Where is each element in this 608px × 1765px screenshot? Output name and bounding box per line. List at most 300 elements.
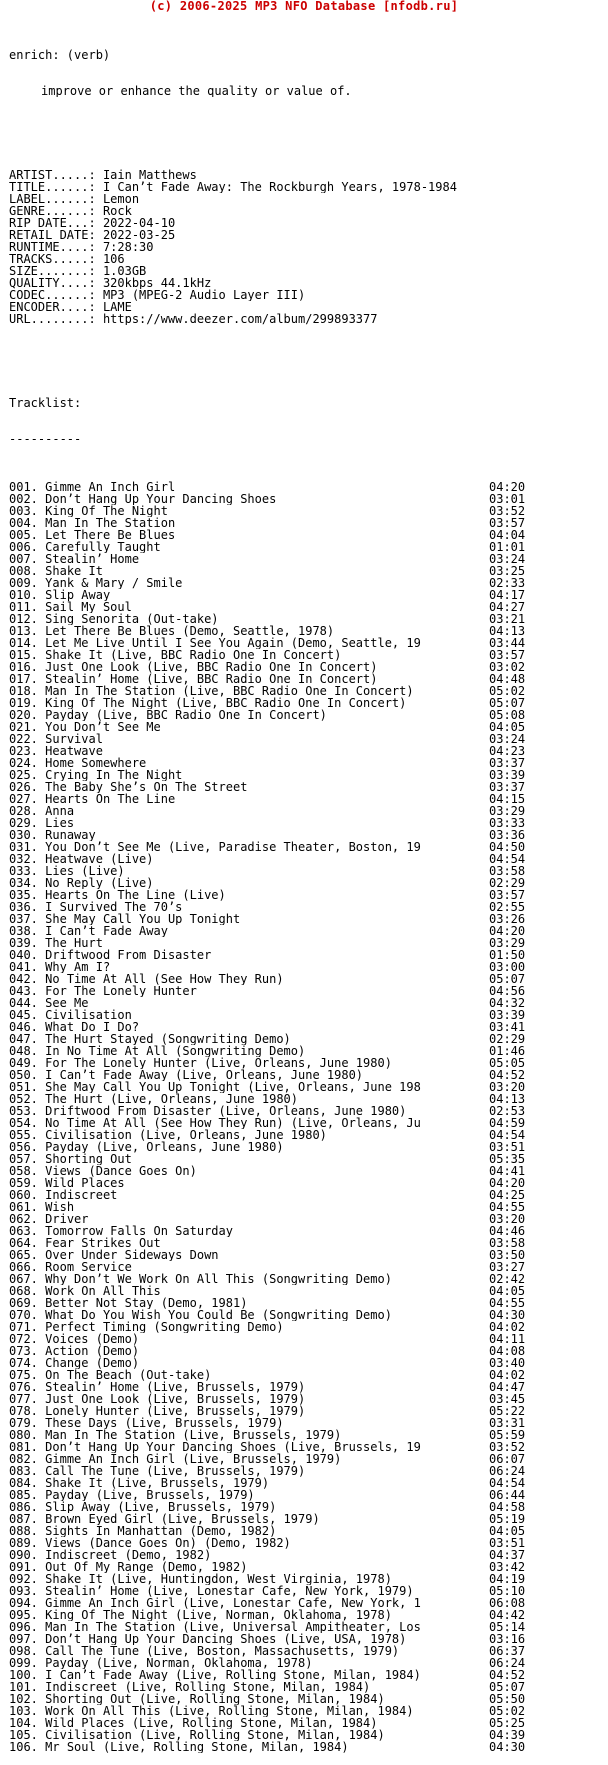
track-number: 002. [9,493,38,505]
track-duration: 03:57 [489,516,526,530]
track-title [9,793,469,805]
track-number: 027. [9,793,38,805]
track-number: 007. [9,553,38,565]
track-duration: 02:55 [489,900,526,914]
track-duration: 04:32 [489,996,526,1010]
track-name: King Of The Night (Live, Norman, Oklahoma, 1978) [45,1609,392,1621]
track-duration: 04:41 [489,1164,526,1178]
track-title [9,505,469,517]
track-duration: 04:42 [489,1608,526,1622]
track-name: Payday (Live, Norman, Oklahoma, 1978) [45,1657,313,1669]
track-name: Shake It (Live, Brussels, 1979) [45,1477,270,1489]
track-title [9,1645,469,1657]
track-number: 008. [9,565,38,577]
track-number: 026. [9,781,38,793]
track-number: 080. [9,1429,38,1441]
track-number: 037. [9,913,38,925]
track-number: 067. [9,1273,38,1285]
track-number: 055. [9,1129,38,1141]
track-title [9,649,469,661]
track-name: Indiscreet (Demo, 1982) [45,1549,212,1561]
track-number: 036. [9,901,38,913]
track-number: 085. [9,1489,38,1501]
track-title [9,1009,469,1021]
track-title [9,481,469,493]
track-duration: 04:30 [489,1740,526,1754]
track-duration: 03:52 [489,504,526,518]
track-number: 043. [9,985,38,997]
track-duration: 03:01 [489,492,526,506]
track-duration: 03:31 [489,1416,526,1430]
info-key: GENRE......: [9,205,96,217]
track-name: For The Lonely Hunter [45,985,197,997]
track-row [9,1729,604,1741]
track-duration: 04:20 [489,480,526,494]
track-name: Payday (Live, Orleans, June 1980) [45,1141,284,1153]
track-duration: 04:55 [489,1200,526,1214]
track-duration: 03:24 [489,552,526,566]
track-number: 060. [9,1189,38,1201]
track-number: 106. [9,1741,38,1753]
info-key: TITLE......: [9,181,96,193]
track-name: Views (Dance Goes On) (Demo, 1982) [45,1537,291,1549]
track-duration: 05:07 [489,1680,526,1694]
info-row [9,253,604,265]
track-number: 041. [9,961,38,973]
track-title [9,865,469,877]
track-name: See Me [45,997,89,1009]
track-name: Why Am I? [45,961,111,973]
track-title [9,529,469,541]
track-number: 025. [9,769,38,781]
track-name: The Hurt (Live, Orleans, June 1980) [45,1093,299,1105]
track-number: 084. [9,1477,38,1489]
track-duration: 05:14 [489,1620,526,1634]
info-key: RIP DATE...: [9,217,96,229]
nfo-document [9,25,604,1765]
info-key: RETAIL DATE: [9,229,96,241]
track-name: Sights In Manhattan (Demo, 1982) [45,1525,277,1537]
track-title [9,1429,469,1441]
track-number: 083. [9,1465,38,1477]
track-duration: 03:41 [489,1020,526,1034]
track-name: Just One Look (Live, Brussels, 1979) [45,1393,306,1405]
track-duration: 06:24 [489,1656,526,1670]
track-duration: 05:08 [489,708,526,722]
track-name: Stealin’ Home (Live, Lonestar Cafe, New York, 1979) [45,1585,414,1597]
track-number: 070. [9,1309,38,1321]
track-number: 047. [9,1033,38,1045]
info-row [9,301,604,313]
track-number: 019. [9,697,38,709]
track-duration: 05:59 [489,1428,526,1442]
track-title [9,517,469,529]
track-name: Carefully Taught [45,541,161,553]
track-duration: 04:56 [489,984,526,998]
track-number: 042. [9,973,38,985]
track-name: Slip Away (Live, Brussels, 1979) [45,1501,277,1513]
track-title [9,625,469,637]
track-number: 003. [9,505,38,517]
track-title [9,745,469,757]
track-name: Fear Strikes Out [45,1237,161,1249]
track-number: 051. [9,1081,38,1093]
track-duration: 05:07 [489,696,526,710]
track-title [9,661,469,673]
info-row [9,313,604,325]
track-title [9,733,469,745]
track-duration: 05:02 [489,1704,526,1718]
track-row [9,1573,604,1585]
track-duration: 04:27 [489,600,526,614]
track-title [9,757,469,769]
track-duration: 03:02 [489,660,526,674]
track-number: 004. [9,517,38,529]
track-title [9,637,469,649]
track-title [9,769,469,781]
info-value: Lemon [102,193,140,205]
track-number: 005. [9,529,38,541]
track-name: Work On All This [45,1285,161,1297]
track-number: 086. [9,1501,38,1513]
track-row [9,1693,604,1705]
info-value: https://www.deezer.com/album/299893377 [102,313,378,325]
track-name: I Can’t Fade Away [45,925,168,937]
track-number: 006. [9,541,38,553]
track-name: On The Beach (Out-take) [45,1369,212,1381]
track-number: 011. [9,601,38,613]
track-duration: 04:30 [489,1308,526,1322]
track-title [9,1705,469,1717]
track-name: You Don’t See Me (Live, Paradise Theater, Boston, 19 [45,841,421,853]
track-name: Don’t Hang Up Your Dancing Shoes (Live, Brussels, 19 [45,1441,421,1453]
track-number: 024. [9,757,38,769]
track-duration: 06:08 [489,1596,526,1610]
track-title [9,1537,469,1549]
track-number: 049. [9,1057,38,1069]
track-title [9,1333,469,1345]
track-name: King Of The Night [45,505,168,517]
track-number: 089. [9,1537,38,1549]
track-duration: 03:37 [489,756,526,770]
track-number: 075. [9,1369,38,1381]
track-row [9,1561,604,1573]
info-key: ENCODER....: [9,301,96,313]
track-name: I Can’t Fade Away (Live, Rolling Stone, Milan, 1984) [45,1669,421,1681]
track-number: 064. [9,1237,38,1249]
track-duration: 03:39 [489,1008,526,1022]
track-duration: 04:52 [489,1668,526,1682]
track-duration: 03:44 [489,636,526,650]
track-name: Indiscreet [45,1189,118,1201]
track-name: Why Don’t We Work On All This (Songwriting Demo) [45,1273,392,1285]
track-title [9,1321,469,1333]
track-name: The Hurt [45,937,103,949]
track-row [9,1645,604,1657]
track-number: 012. [9,613,38,625]
track-number: 077. [9,1393,38,1405]
track-title [9,1093,469,1105]
track-title [9,1729,469,1741]
track-title [9,1405,469,1417]
track-name: No Reply (Live) [45,877,154,889]
track-name: She May Call You Up Tonight (Live, Orleans, June 198 [45,1081,421,1093]
track-number: 009. [9,577,38,589]
track-duration: 04:54 [489,852,526,866]
track-duration: 04:05 [489,1284,526,1298]
info-key: RUNTIME....: [9,241,96,253]
track-duration: 03:29 [489,936,526,950]
track-number: 046. [9,1021,38,1033]
track-row [9,1681,604,1693]
track-title [9,1237,469,1249]
track-duration: 04:50 [489,840,526,854]
track-number: 010. [9,589,38,601]
track-number: 050. [9,1069,38,1081]
track-title [9,1477,469,1489]
track-name: Man In The Station (Live, Brussels, 1979) [45,1429,342,1441]
track-title [9,1297,469,1309]
track-name: Stealin’ Home (Live, Brussels, 1979) [45,1381,306,1393]
track-duration: 06:44 [489,1488,526,1502]
track-title [9,1669,469,1681]
track-name: Gimme An Inch Girl (Live, Brussels, 1979) [45,1453,342,1465]
info-row [9,277,604,289]
track-number: 104. [9,1717,38,1729]
track-title [9,1453,469,1465]
track-number: 013. [9,625,38,637]
track-title [9,1189,469,1201]
track-name: Let There Be Blues [45,529,176,541]
track-name: Civilisation (Live, Orleans, June 1980) [45,1129,327,1141]
track-duration: 03:39 [489,768,526,782]
track-title [9,949,469,961]
info-value: 2022-03-25 [102,229,176,241]
track-number: 087. [9,1513,38,1525]
track-name: Tomorrow Falls On Saturday [45,1225,233,1237]
track-number: 053. [9,1105,38,1117]
track-duration: 04:39 [489,1728,526,1742]
track-title [9,961,469,973]
track-title [9,1369,469,1381]
track-number: 097. [9,1633,38,1645]
track-title [9,553,469,565]
definition-meaning: improve or enhance the quality or value of. [41,85,352,97]
track-row [9,1705,604,1717]
track-number: 099. [9,1657,38,1669]
track-title [9,1489,469,1501]
info-row [9,181,604,193]
track-name: Out Of My Range (Demo, 1982) [45,1561,248,1573]
track-duration: 04:20 [489,924,526,938]
track-row [9,1669,604,1681]
track-number: 069. [9,1297,38,1309]
track-name: Civilisation [45,1009,132,1021]
track-number: 098. [9,1645,38,1657]
track-number: 088. [9,1525,38,1537]
track-name: Slip Away [45,589,111,601]
info-value: 106 [102,253,125,265]
track-duration: 03:45 [489,1392,526,1406]
track-title [9,589,469,601]
track-name: Over Under Sideways Down [45,1249,219,1261]
track-title [9,817,469,829]
track-duration: 06:24 [489,1464,526,1478]
track-title [9,1021,469,1033]
track-row [9,1741,604,1753]
track-duration: 03:58 [489,1236,526,1250]
track-duration: 04:15 [489,792,526,806]
track-number: 039. [9,937,38,949]
track-title [9,1441,469,1453]
track-name: Shake It (Live, BBC Radio One In Concert) [45,649,342,661]
info-row [9,265,604,277]
info-row [9,193,604,205]
track-duration: 04:05 [489,1524,526,1538]
info-row [9,205,604,217]
track-name: Let There Be Blues (Demo, Seattle, 1978) [45,625,335,637]
track-duration: 03:27 [489,1260,526,1274]
track-title [9,697,469,709]
info-row [9,229,604,241]
track-name: In No Time At All (Songwriting Demo) [45,1045,306,1057]
track-duration: 03:57 [489,888,526,902]
info-row [9,241,604,253]
track-number: 102. [9,1693,38,1705]
spacer [9,361,604,373]
track-duration: 06:07 [489,1452,526,1466]
track-name: Lonely Hunter (Live, Brussels, 1979) [45,1405,306,1417]
track-number: 058. [9,1165,38,1177]
track-name: Change (Demo) [45,1357,140,1369]
track-title [9,1225,469,1237]
track-title [9,1057,469,1069]
track-number: 091. [9,1561,38,1573]
track-number: 038. [9,925,38,937]
track-name: These Days (Live, Brussels, 1979) [45,1417,284,1429]
track-title [9,829,469,841]
track-name: Gimme An Inch Girl [45,481,176,493]
track-number: 029. [9,817,38,829]
track-name: Call The Tune (Live, Boston, Massachusetts, 1979) [45,1645,400,1657]
info-key: URL........: [9,313,96,325]
track-title [9,1129,469,1141]
track-duration: 03:58 [489,864,526,878]
track-title [9,781,469,793]
track-name: Room Service [45,1261,132,1273]
track-title [9,1465,469,1477]
track-number: 074. [9,1357,38,1369]
track-title [9,1525,469,1537]
track-title [9,1585,469,1597]
track-title [9,1357,469,1369]
track-row [9,1585,604,1597]
track-number: 101. [9,1681,38,1693]
track-duration: 04:47 [489,1380,526,1394]
track-title [9,577,469,589]
info-row [9,289,604,301]
track-title [9,721,469,733]
track-title [9,925,469,937]
track-name: Man In The Station (Live, BBC Radio One In Concert) [45,685,414,697]
track-name: Home Somewhere [45,757,147,769]
track-duration: 04:54 [489,1476,526,1490]
track-name: Survival [45,733,103,745]
track-number: 100. [9,1669,38,1681]
track-name: Payday (Live, BBC Radio One In Concert) [45,709,327,721]
track-name: King Of The Night (Live, BBC Radio One In Concert) [45,697,407,709]
track-number: 057. [9,1153,38,1165]
track-number: 076. [9,1381,38,1393]
track-number: 033. [9,865,38,877]
track-name: Work On All This (Live, Rolling Stone, Milan, 1984) [45,1705,414,1717]
track-number: 015. [9,649,38,661]
track-number: 096. [9,1621,38,1633]
definition-term: enrich: (verb) [9,49,111,61]
track-title [9,1717,469,1729]
track-name: Driftwood From Disaster (Live, Orleans, June 1980) [45,1105,407,1117]
track-duration: 05:19 [489,1512,526,1526]
track-title [9,997,469,1009]
track-name: No Time At All (See How They Run) [45,973,284,985]
track-duration: 02:29 [489,876,526,890]
track-duration: 02:33 [489,576,526,590]
track-title [9,1165,469,1177]
track-number: 032. [9,853,38,865]
track-duration: 01:01 [489,540,526,554]
track-duration: 03:40 [489,1356,526,1370]
track-duration: 04:05 [489,720,526,734]
track-number: 028. [9,805,38,817]
track-title [9,877,469,889]
track-title [9,1177,469,1189]
info-value: I Can’t Fade Away: The Rockburgh Years, 1978-1984 [102,181,457,193]
track-name: Stealin’ Home (Live, BBC Radio One In Concert) [45,673,378,685]
info-key: ARTIST.....: [9,169,96,181]
track-name: Sail My Soul [45,601,132,613]
track-duration: 04:13 [489,624,526,638]
track-title [9,1681,469,1693]
track-duration: 04:08 [489,1344,526,1358]
track-duration: 03:52 [489,1440,526,1454]
info-key: TRACKS.....: [9,253,96,265]
track-duration: 04:58 [489,1500,526,1514]
track-number: 031. [9,841,38,853]
track-duration: 03:25 [489,564,526,578]
track-number: 052. [9,1093,38,1105]
track-number: 093. [9,1585,38,1597]
track-number: 001. [9,481,38,493]
track-number: 056. [9,1141,38,1153]
track-title [9,541,469,553]
track-number: 092. [9,1573,38,1585]
track-row [9,1633,604,1645]
track-name: Don’t Hang Up Your Dancing Shoes (Live, USA, 1978) [45,1633,407,1645]
track-name: Heatwave [45,745,103,757]
track-duration: 04:54 [489,1128,526,1142]
track-name: Let Me Live Until I See You Again (Demo, Seattle, 19 [45,637,421,649]
tracklist-heading: Tracklist: [9,397,82,409]
track-name: Crying In The Night [45,769,183,781]
track-duration: 04:17 [489,588,526,602]
track-title [9,1105,469,1117]
track-number: 014. [9,637,38,649]
tracklist-rule: ---------- [9,433,82,445]
track-number: 021. [9,721,38,733]
track-number: 017. [9,673,38,685]
info-key: QUALITY....: [9,277,96,289]
track-title [9,613,469,625]
